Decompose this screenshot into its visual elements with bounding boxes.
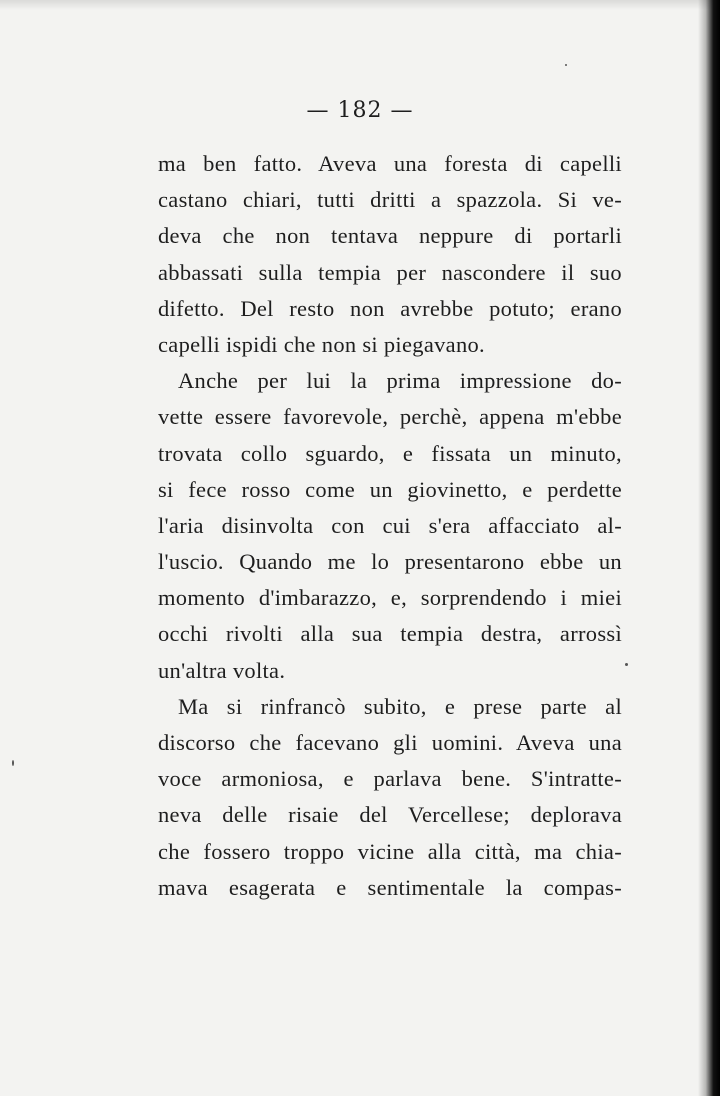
body-text: [158, 146, 622, 906]
text-line: Anche per lui la prima impressione do-: [178, 368, 622, 394]
scan-speck: [625, 663, 628, 666]
scan-speck: [12, 760, 14, 766]
text-line: ma ben fatto. Aveva una foresta di capelli: [158, 151, 622, 176]
scan-edge-right: [698, 0, 720, 1096]
text-line: occhi rivolti alla sua tempia destra, arrossì: [158, 621, 622, 647]
text-line: momento d'imbarazzo, e, sorprendendo i miei: [158, 585, 622, 611]
text-line: voce armoniosa, e parlava bene. S'intratte-: [158, 766, 622, 792]
scan-shadow-top: [0, 0, 720, 10]
text-line: Ma si rinfrancò subito, e prese parte al: [178, 693, 622, 719]
text-line: abbassati sulla tempia per nascondere il suo: [158, 259, 622, 285]
text-line: trovata collo sguardo, e fissata un minuto,: [158, 440, 622, 466]
text-line: l'aria disinvolta con cui s'era affacciato al-: [158, 512, 622, 538]
text-line: neva delle risaie del Vercellese; deplorava: [158, 802, 622, 828]
page-number: — 182 —: [306, 98, 414, 123]
text-line: si fece rosso come un giovinetto, e perdette: [158, 476, 622, 502]
text-line: discorso che facevano gli uomini. Aveva una: [158, 730, 622, 755]
text-line: che fossero troppo vicine alla città, ma chia-: [158, 838, 622, 864]
text-line: capelli ispidi che non si piegavano.: [158, 331, 485, 357]
text-line: l'uscio. Quando me lo presentarono ebbe un: [158, 549, 622, 575]
text-line: deva che non tentava neppure di portarli: [158, 223, 622, 249]
scan-speck: [565, 64, 567, 66]
text-line: un'altra volta.: [158, 657, 286, 683]
text-line: difetto. Del resto non avrebbe potuto; erano: [158, 295, 622, 321]
text-line: mava esagerata e sentimentale la compas-: [158, 874, 622, 900]
text-line: vette essere favorevole, perchè, appena m'ebbe: [158, 404, 622, 430]
text-line: castano chiari, tutti dritti a spazzola. Si ve-: [158, 187, 622, 213]
